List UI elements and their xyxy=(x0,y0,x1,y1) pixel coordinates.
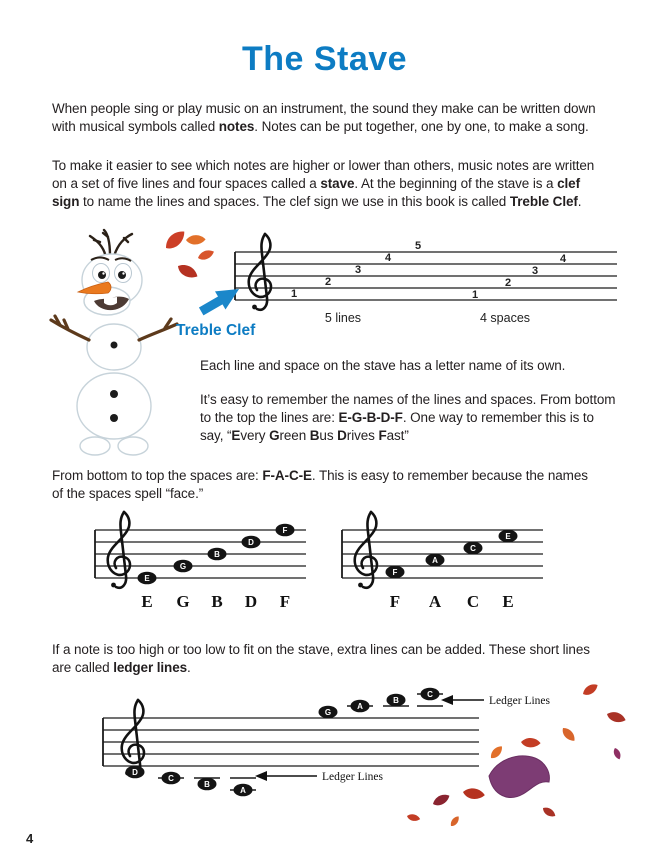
note-a xyxy=(426,554,445,567)
note-letter-label: F xyxy=(279,592,291,611)
note-letter-label: G xyxy=(176,592,190,611)
line-number: 3 xyxy=(354,264,362,276)
ledger-pointer-arrowhead xyxy=(441,695,453,705)
line-number: 4 xyxy=(384,252,392,264)
note-letter-label: E xyxy=(141,592,153,611)
paragraph-intro-2: To make it easier to see which notes are higher or lower than others, music notes are written on a set of five lines and four spaces called a stave. At the beginning of the stave is a clef sign to name the lines and spaces. The clef sign we use in this book is called Treble Clef. xyxy=(52,158,595,209)
treble-clef-pointer-arrow xyxy=(196,272,246,318)
note-b-above xyxy=(387,694,406,707)
leaf-icon xyxy=(185,233,206,246)
note-g-above xyxy=(319,706,338,719)
lines-stave xyxy=(93,512,308,614)
note-e xyxy=(138,572,157,585)
svg-text:A: A xyxy=(432,556,438,565)
svg-text:B: B xyxy=(214,550,220,559)
svg-text:C: C xyxy=(470,544,476,553)
treble-clef-icon xyxy=(122,700,144,776)
leaf-icon xyxy=(197,249,215,260)
line-number: 2 xyxy=(324,276,332,288)
note-d-below xyxy=(126,766,145,779)
ledger-stave xyxy=(101,680,566,815)
svg-text:C: C xyxy=(427,690,433,699)
space-number: 2 xyxy=(504,277,512,289)
leaf-icon xyxy=(581,683,600,697)
svg-text:D: D xyxy=(132,768,138,777)
svg-text:C: C xyxy=(168,774,174,783)
line-number: 5 xyxy=(414,240,422,252)
treble-clef-icon xyxy=(249,234,271,310)
treble-clef-icon xyxy=(355,512,377,588)
leaf-icon xyxy=(448,815,461,827)
svg-text:B: B xyxy=(204,780,210,789)
ledger-lines-label-bottom: Ledger Lines xyxy=(322,771,383,783)
paragraph-spaces-mnemonic: From bottom to top the spaces are: F-A-C-E. This is easy to remember because the names of the spaces spell “face.” xyxy=(52,468,588,501)
spaces-stave xyxy=(340,512,545,614)
svg-text:G: G xyxy=(324,708,332,717)
note-b-below xyxy=(198,778,217,791)
svg-text:E: E xyxy=(505,532,511,541)
note-g xyxy=(174,560,193,573)
paragraph-letter-names: Each line and space on the stave has a letter name of its own. xyxy=(200,358,566,373)
paragraph-lines-mnemonic: It’s easy to remember the names of the lines and spaces. From bottom to the top the lines are: E-G-B-D-F. One way to remember this is to say, “Every Green Bus Drives Fast” xyxy=(200,392,616,443)
note-c-above xyxy=(421,688,440,701)
note-letter-label: E xyxy=(502,592,514,611)
note-letter-label: A xyxy=(428,592,442,611)
svg-text:F: F xyxy=(282,526,288,535)
paragraph-intro-1: When people sing or play music on an instrument, the sound they make can be written down with musical symbols called notes. Notes can be put together, one by one, to make a song. xyxy=(52,101,596,134)
svg-text:A: A xyxy=(357,702,363,711)
line-number: 1 xyxy=(290,288,298,300)
leaf-icon xyxy=(605,708,627,726)
space-number: 3 xyxy=(531,265,539,277)
ledger-lines-label-top: Ledger Lines xyxy=(489,695,550,707)
svg-text:G: G xyxy=(179,562,187,571)
ledger-pointer-arrowhead xyxy=(255,771,267,781)
note-letter-label: D xyxy=(244,592,258,611)
note-c xyxy=(464,542,483,555)
note-a-below xyxy=(234,784,253,797)
olaf-body xyxy=(77,254,151,455)
space-number: 1 xyxy=(471,289,479,301)
paragraph-ledger-intro: If a note is too high or too low to fit on the stave, extra lines can be added. These short lines are called ledger lines. xyxy=(52,642,590,675)
note-c-below xyxy=(162,772,181,785)
svg-text:B: B xyxy=(393,696,399,705)
note-b xyxy=(208,548,227,561)
note-d xyxy=(242,536,261,549)
spaces-label: 4 spaces xyxy=(479,311,531,325)
intro-stave xyxy=(228,234,620,326)
note-f xyxy=(276,524,295,537)
note-letter-label: B xyxy=(211,592,223,611)
note-f xyxy=(386,566,405,579)
note-letter-label: C xyxy=(466,592,480,611)
svg-text:F: F xyxy=(392,568,398,577)
page-number: 4 xyxy=(26,831,34,846)
stave-lines xyxy=(103,718,479,766)
lines-label: 5 lines xyxy=(324,311,362,325)
svg-text:E: E xyxy=(144,574,150,583)
note-a-above xyxy=(351,700,370,713)
space-number: 4 xyxy=(559,253,567,265)
treble-clef-icon xyxy=(108,512,130,588)
note-e xyxy=(499,530,518,543)
leaf-icon xyxy=(613,747,621,760)
treble-clef-label: Treble Clef xyxy=(176,322,256,339)
note-letter-label: F xyxy=(389,592,401,611)
svg-text:A: A xyxy=(240,786,246,795)
svg-text:D: D xyxy=(248,538,254,547)
page-title: The Stave xyxy=(241,40,408,78)
